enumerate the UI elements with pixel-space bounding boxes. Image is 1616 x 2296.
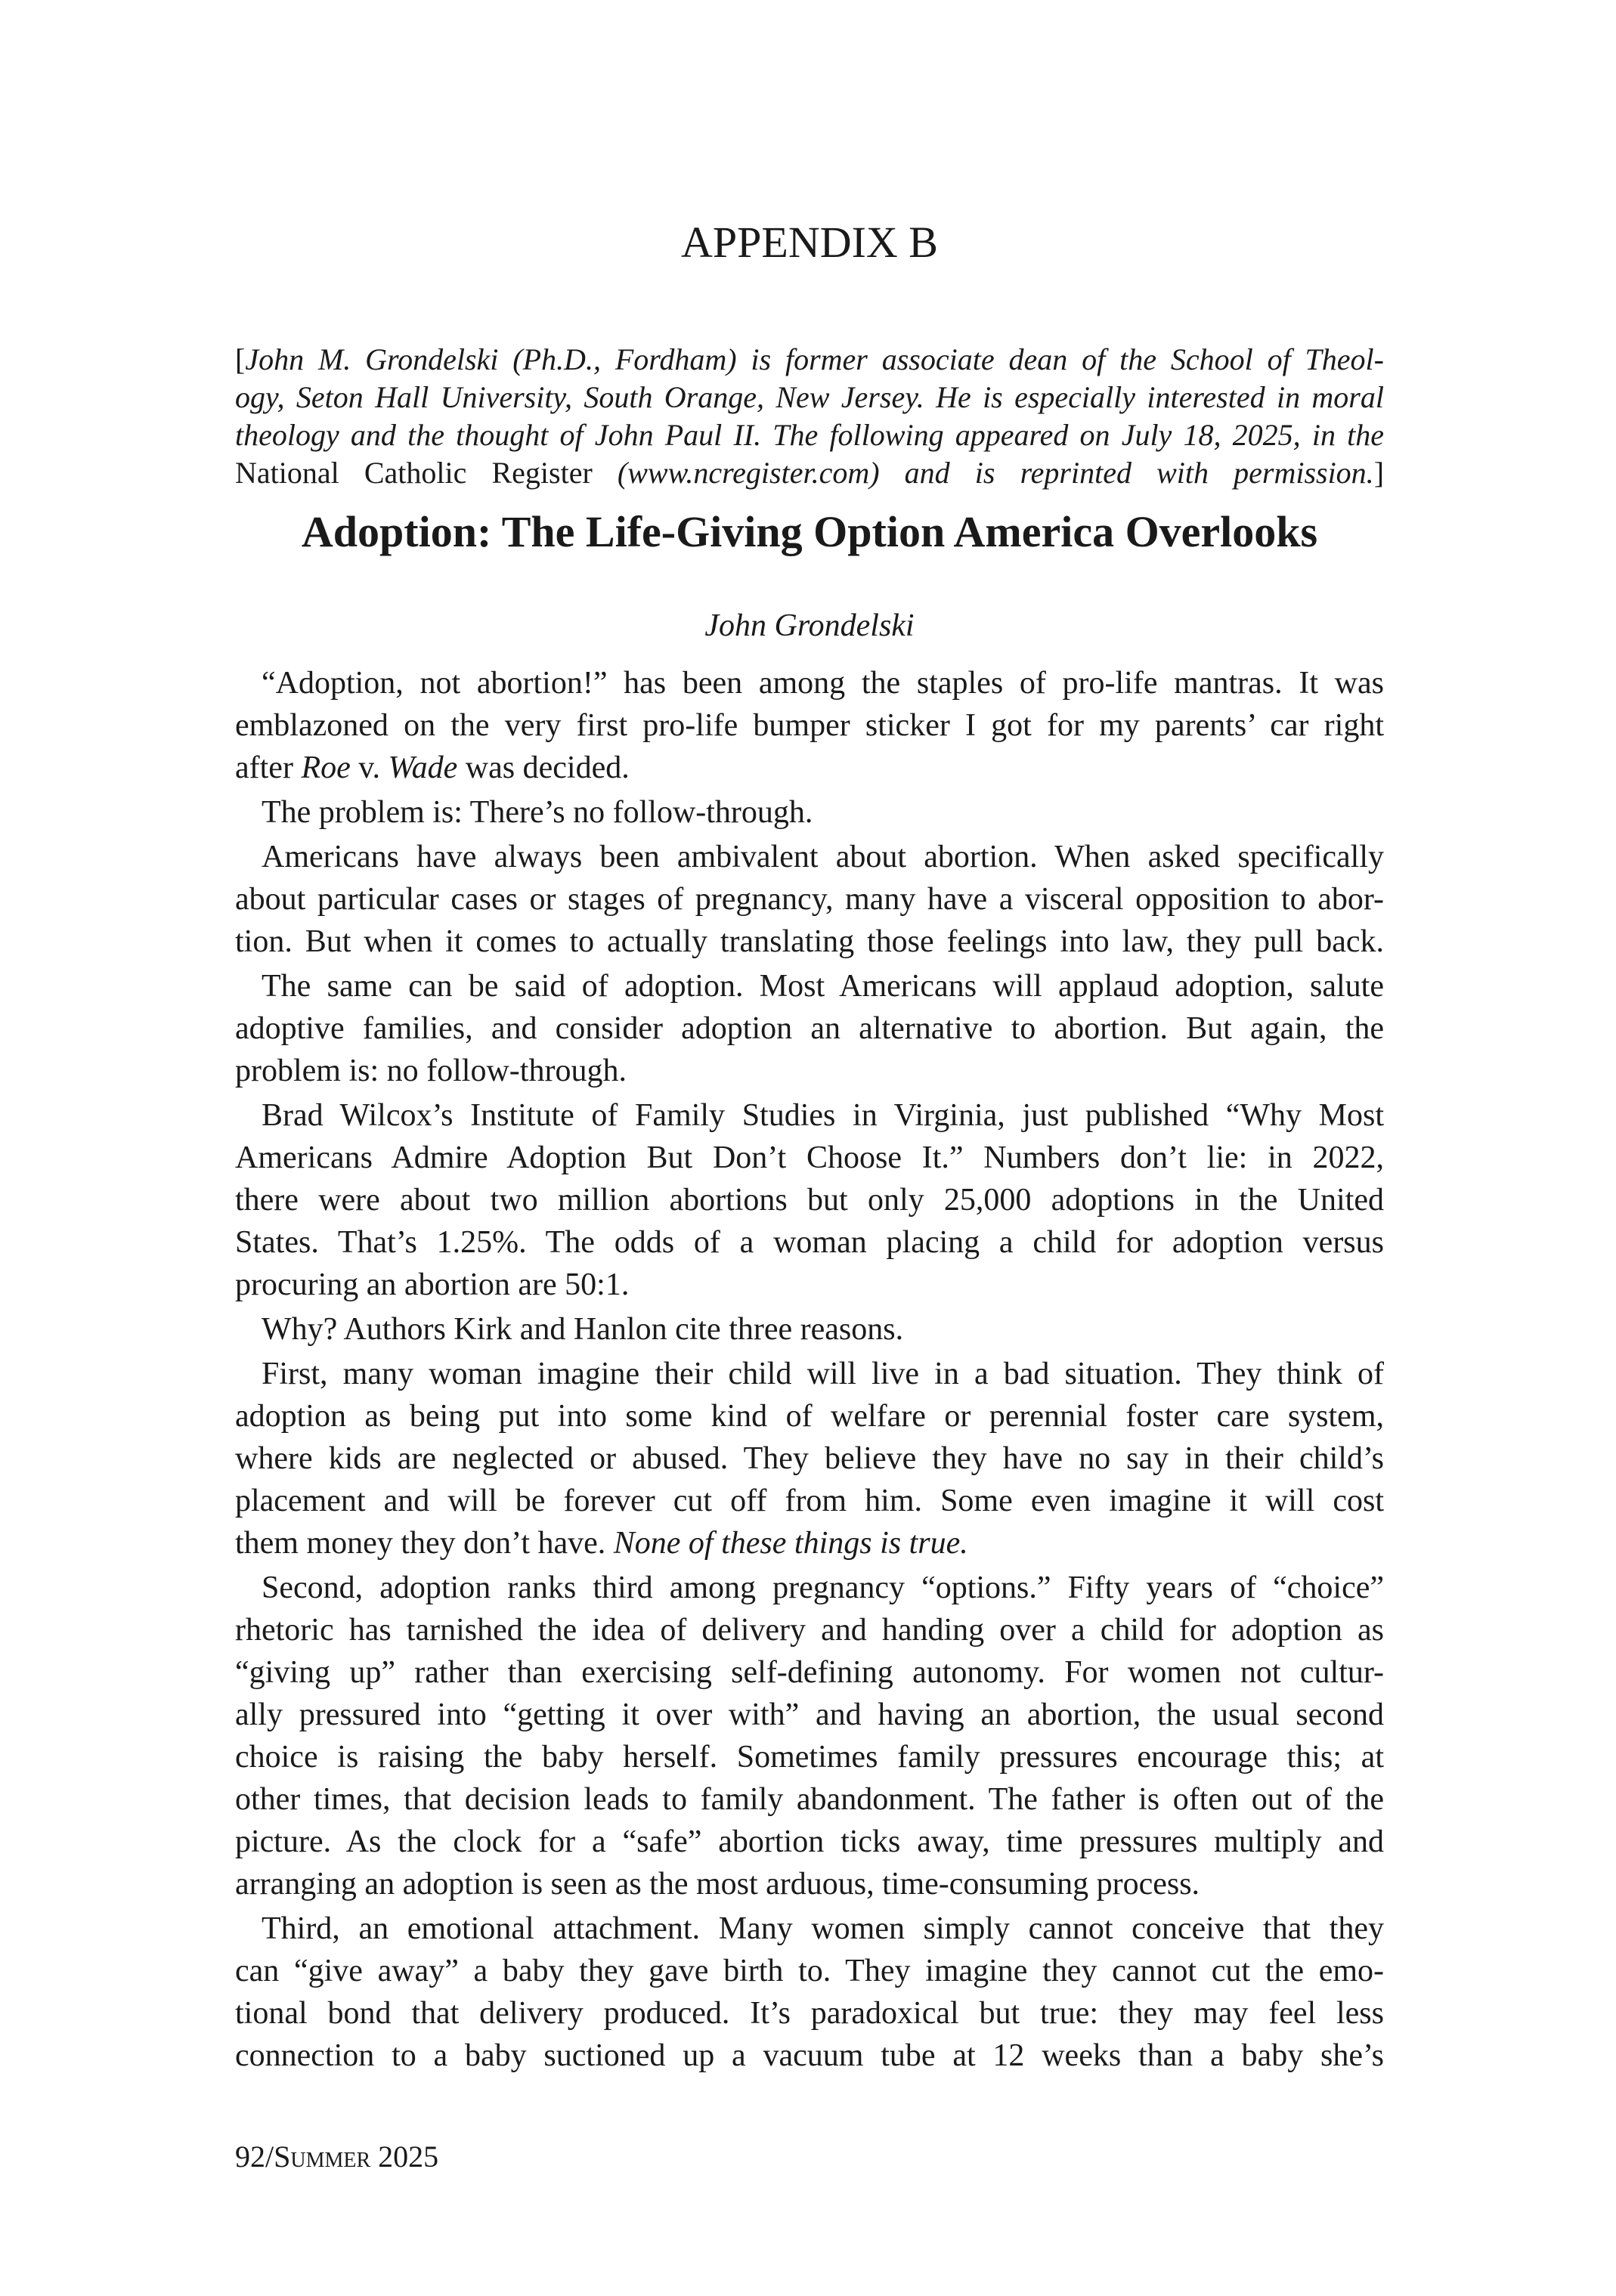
- body-line: procuring an abortion are 50:1.: [235, 1267, 630, 1302]
- body-text: them money they don’t have.: [235, 1526, 614, 1561]
- body-line: there were about two million abortions but only 25,000 adoptions in the United: [235, 1183, 1384, 1218]
- body-line: “Adoption, not abortion!” has been among the staples of pro-life mantras. It was: [262, 666, 1384, 701]
- body-line: The same can be said of adoption. Most Americans will applaud adoption, salute: [262, 969, 1384, 1004]
- body-line: Second, adoption ranks third among pregnancy “options.” Fifty years of “choice”: [262, 1570, 1384, 1605]
- body-line: adoption as being put into some kind of welfare or perennial foster care system,: [235, 1399, 1384, 1434]
- editor-note-line: [235, 454, 1384, 492]
- paragraph: [235, 1308, 1384, 1351]
- body-line: [235, 1522, 1384, 1564]
- body-line: States. That’s 1.25%. The odds of a woman placing a child for adoption versus: [235, 1225, 1384, 1260]
- editor-note-line: theology and the thought of John Paul II. The following appeared on July 18, 2025, in the: [235, 418, 1384, 452]
- body-line: problem is: no follow-through.: [235, 1054, 627, 1088]
- close-bracket: ]: [1373, 456, 1385, 490]
- body-line: placement and will be forever cut off from him. Some even imagine it will cost: [235, 1484, 1384, 1518]
- body-line: Third, an emotional attachment. Many women simply cannot conceive that they: [262, 1911, 1384, 1946]
- body-text: after: [235, 750, 302, 785]
- body-line: connection to a baby suctioned up a vacuum tube at 12 weeks than a baby she’s: [235, 2038, 1384, 2073]
- italic-emphasis: None of these things is true.: [613, 1526, 968, 1561]
- body-line: Why? Authors Kirk and Hanlon cite three reasons.: [262, 1312, 904, 1347]
- reprint-permission-text: (www.ncregister.com) and is reprinted with permission.: [592, 456, 1374, 490]
- body-line: tion. But when it comes to actually translating those feelings into law, they pull back.: [235, 924, 1384, 959]
- article-body: [235, 662, 1384, 2077]
- body-line: emblazoned on the very first pro-life bumper sticker I got for my parents’ car right: [235, 708, 1384, 743]
- paragraph: [235, 836, 1384, 963]
- case-name-roe: Roe: [301, 750, 351, 785]
- body-line: choice is raising the baby herself. Sometimes family pressures encourage this; at: [235, 1740, 1384, 1775]
- case-name-wade: Wade: [388, 750, 458, 785]
- editor-note-line: ogy, Seton Hall University, South Orange, New Jersey. He is especially interested in moral: [235, 380, 1384, 414]
- editor-note-line: [235, 341, 1384, 379]
- author-bio-text: John M. Grondelski (Ph.D., Fordham) is former associate dean of the School of Theol-: [245, 342, 1384, 376]
- body-line: The problem is: There’s no follow-through.: [262, 795, 813, 830]
- appendix-title: APPENDIX B: [681, 218, 938, 267]
- page-folio: 92/Summer 2025: [235, 2140, 439, 2174]
- paragraph: [235, 1353, 1384, 1564]
- body-line: arranging an adoption is seen as the most arduous, time-consuming process.: [235, 1867, 1200, 1901]
- body-line: ally pressured into “getting it over with” and having an abortion, the usual second: [235, 1697, 1384, 1732]
- publication-name: National Catholic Register: [235, 456, 593, 490]
- paragraph: [235, 1567, 1384, 1905]
- body-text: v.: [350, 750, 389, 785]
- body-line: tional bond that delivery produced. It’s paradoxical but true: they may feel less: [235, 1996, 1384, 2031]
- body-line: Brad Wilcox’s Institute of Family Studies in Virginia, just published “Why Most: [262, 1098, 1384, 1133]
- article-author: John Grondelski: [704, 608, 915, 643]
- body-line: “giving up” rather than exercising self-defining autonomy. For women not cultur-: [235, 1655, 1384, 1690]
- article-title: Adoption: The Life-Giving Option America Overlooks: [301, 507, 1318, 556]
- body-line: other times, that decision leads to family abandonment. The father is often out of the: [235, 1782, 1384, 1817]
- body-line: about particular cases or stages of pregnancy, many have a visceral opposition to abor-: [235, 882, 1384, 917]
- paragraph: [235, 1908, 1384, 2077]
- paragraph: [235, 791, 1384, 834]
- paragraph: [235, 662, 1384, 789]
- body-line: where kids are neglected or abused. They believe they have no say in their child’s: [235, 1441, 1384, 1476]
- body-line: Americans Admire Adoption But Don’t Choose It.” Numbers don’t lie: in 2022,: [235, 1140, 1384, 1175]
- body-line: First, many woman imagine their child will live in a bad situation. They think of: [262, 1357, 1384, 1391]
- body-line: Americans have always been ambivalent about abortion. When asked specifically: [262, 840, 1384, 874]
- editor-note: [235, 341, 1384, 492]
- body-line: rhetoric has tarnished the idea of delivery and handing over a child for adoption as: [235, 1613, 1384, 1648]
- body-line: [235, 747, 1384, 789]
- paragraph: [235, 1094, 1384, 1306]
- body-line: adoptive families, and consider adoption an alternative to abortion. But again, the: [235, 1011, 1384, 1046]
- body-line: can “give away” a baby they gave birth to. They imagine they cannot cut the emo-: [235, 1954, 1384, 1988]
- paragraph: [235, 965, 1384, 1092]
- open-bracket: [: [235, 342, 246, 376]
- body-line: picture. As the clock for a “safe” abortion ticks away, time pressures multiply and: [235, 1824, 1384, 1859]
- body-text: was decided.: [457, 750, 630, 785]
